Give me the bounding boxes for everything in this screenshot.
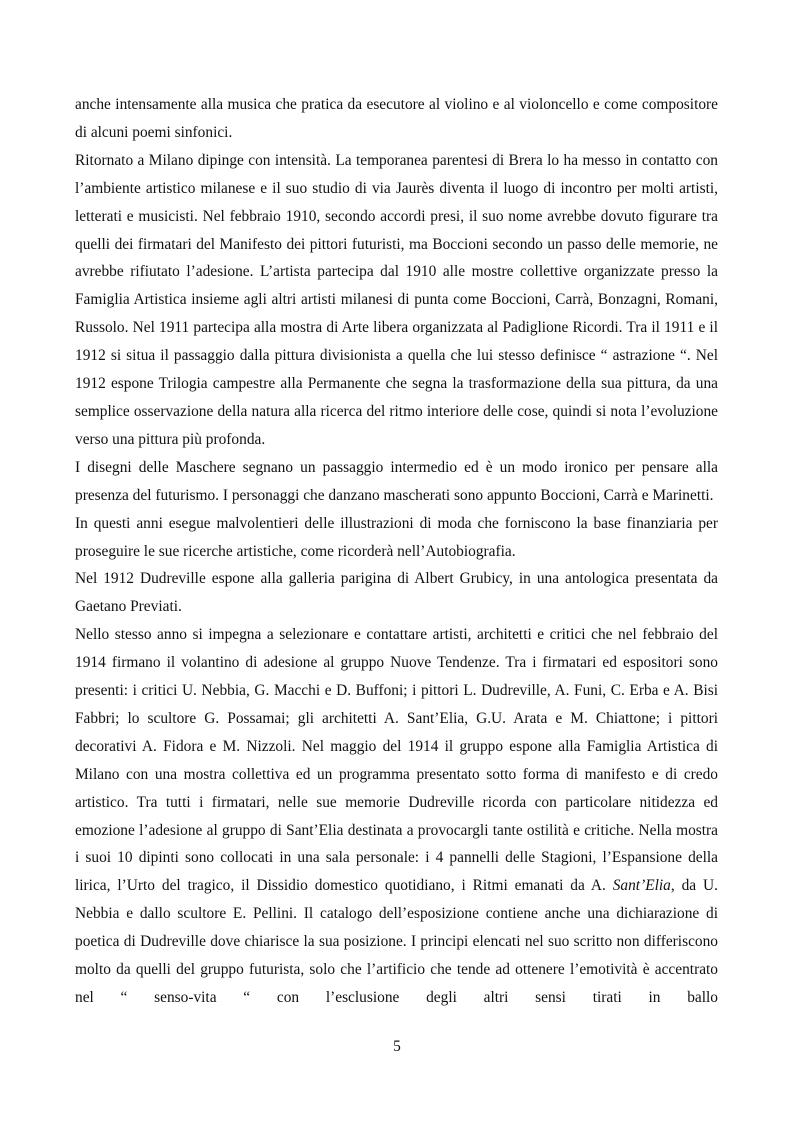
page-body [75,91,718,1012]
paragraph-2: Ritornato a Milano dipinge con intensità. La temporanea parentesi di Brera lo ha messo in contatto con l’ambiente artistico milanese e il suo studio di via Jaurès diventa il luogo di incontro per molti artisti, letterati e musicisti. Nel febbraio 1910, secondo accordi presi, il suo nome avrebbe dovuto figurare tra quelli dei firmatari del Manifesto dei pittori futuristi, ma Boccioni secondo un passo delle memorie, ne avrebbe rifiutato l’adesione. L’artista partecipa dal 1910 alle mostre collettive organizzate presso la Famiglia Artistica insieme agli altri artisti milanesi di punta come Boccioni, Carrà, Bonzagni, Romani, Russolo. Nel 1911 partecipa alla mostra di Arte libera organizzata al Padiglione Ricordi. Tra il 1911 e il 1912 si situa il passaggio dalla pittura divisionista a quella che lui stesso definisce “ astrazione “. Nel 1912 espone Trilogia campestre alla Permanente che segna la trasformazione della sua pittura, da una semplice osservazione della natura alla ricerca del ritmo interiore delle cose, quindi si nota l’evoluzione verso una pittura più profonda. [75,151,718,448]
paragraph-3: I disegni delle Maschere segnano un passaggio intermedio ed è un modo ironico per pensare alla presenza del futurismo. I personaggi che danzano mascherati sono appunto Boccioni, Carrà e Marinetti. [75,458,718,504]
paragraph-6-italic-name: Sant’Elia [612,877,671,895]
page-number: 5 [393,1038,401,1055]
paragraph-4: In questi anni esegue malvolentieri delle illustrazioni di moda che forniscono la base finanziaria per proseguire le sue ricerche artistiche, come ricorderà nell’Autobiografia. [75,514,718,560]
paragraph-6-text-after: , da U. Nebbia e dallo scultore E. Pellini. Il catalogo dell’esposizione contiene anche una dichiarazione di poetica di Dudreville dove chiarisce la sua posizione. I principi elencati nel suo scritto non differiscono molto da quelli del gruppo futurista, solo che l’artificio che tende ad ottenere l’emotività è accentrato nel “ senso-vita “ con l’esclusione degli altri sensi tirati in ballo [75,877,718,1006]
paragraph-6 [75,621,718,1012]
paragraph-5: Nel 1912 Dudreville espone alla galleria parigina di Albert Grubicy, in una antologica presentata da Gaetano Previati. [75,570,718,616]
paragraph-6-text-before: Nello stesso anno si impegna a selezionare e contattare artisti, architetti e critici che nel febbraio del 1914 firmano il volantino di adesione al gruppo Nuove Tendenze. Tra i firmatari ed espositori sono presenti: i critici U. Nebbia, G. Macchi e D. Buffoni; i pittori L. Dudreville, A. Funi, C. Erba e A. Bisi Fabbri; lo scultore G. Possamai; gli architetti A. Sant’Elia, G.U. Arata e M. Chiattone; i pittori decorativi A. Fidora e M. Nizzoli. Nel maggio del 1914 il gruppo espone alla Famiglia Artistica di Milano con una mostra collettiva ed un programma presentato sotto forma di manifesto e di credo artistico. Tra tutti i firmatari, nelle sue memorie Dudreville ricorda con particolare nitidezza ed emozione l’adesione al gruppo di Sant’Elia destinata a provocargli tante ostilità e critiche. Nella mostra i suoi 10 dipinti sono collocati in una sala personale: i 4 pannelli delle Stagioni, l’Espansione della lirica, l’Urto del tragico, il Dissidio domestico quotidiano, i Ritmi emanati da A. [75,626,718,895]
paragraph-1: anche intensamente alla musica che pratica da esecutore al violino e al violoncello e come compositore di alcuni poemi sinfonici. [75,96,718,141]
